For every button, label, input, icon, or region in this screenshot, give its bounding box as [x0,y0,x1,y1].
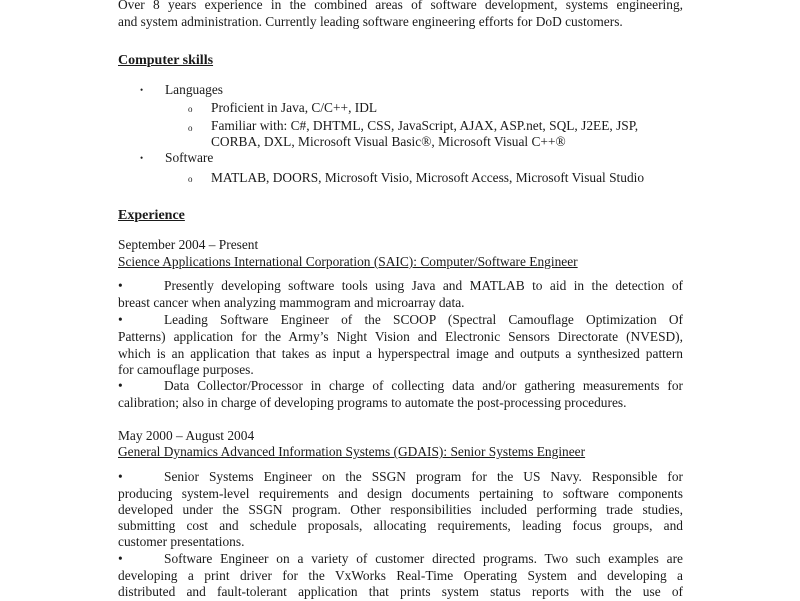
job-bullet-line: developed under the SSGN program. Other responsibilities included performing trade studies, [118,502,683,517]
job-dates: September 2004 – Present [118,237,259,252]
software-item: MATLAB, DOORS, Microsoft Visio, Microsoft Access, Microsoft Visual Studio [211,170,645,185]
bullet-dot: • [118,469,123,484]
languages-bullet: • [140,85,144,95]
job-bullet-line: for camouflage purposes. [118,362,254,377]
language-item: Familiar with: C#, DHTML, CSS, JavaScript, AJAX, ASP.net, SQL, J2EE, JSP, [211,118,639,133]
job-bullet-line: • Data Collector/Processor in charge of collecting data and/or gathering measurements for [118,378,683,393]
bullet-dot: • [118,278,123,293]
sub-bullet: o [188,104,193,114]
sub-bullet: o [188,123,193,133]
computer-skills-heading: Computer skills [118,53,214,68]
job-bullet-line: • Senior Systems Engineer on the SSGN program for the US Navy. Responsible for [118,469,683,484]
experience-heading: Experience [118,208,185,223]
job-bullet-line: breast cancer when analyzing mammogram and microarray data. [118,295,465,310]
job-bullet-line: • Presently developing software tools using Java and MATLAB to aid in the detection of [118,278,683,293]
bullet-dot: • [118,378,123,393]
job-bullet-line: • Software Engineer on a variety of customer directed programs. Two such examples are [118,551,683,566]
job-bullet-line: submitting cost and schedule proposals, allocating requirements, leading focus groups, and [118,518,683,533]
software-bullet: • [140,153,144,163]
job-title: Science Applications International Corporation (SAIC): Computer/Software Engineer [118,254,578,269]
summary-line-1: Over 8 years experience in the combined areas of software development, systems engineering, [118,0,683,12]
job-bullet-line: developing a print driver for the VxWorks Real-Time Operating System and developing a [118,568,683,583]
job-bullet-line: distributed and fault-tolerant application that prints system status reports with the use of [118,584,683,599]
bullet-dot: • [118,312,123,327]
job-bullet-line: • Leading Software Engineer of the SCOOP (Spectral Camouflage Optimization Of [118,312,683,327]
bullet-dot: • [118,551,123,566]
job-title: General Dynamics Advanced Information Systems (GDAIS): Senior Systems Engineer [118,444,586,459]
language-item: Proficient in Java, C/C++, IDL [211,100,378,115]
job-bullet-line: Patterns) application for the Army’s Night Vision and Electronic Sensors Directorate (NVESD), [118,329,683,344]
job-dates: May 2000 – August 2004 [118,428,255,443]
sub-bullet: o [188,174,193,184]
job-bullet-line: which is an application that takes as input a hyperspectral image and outputs a synthesized pattern [118,346,683,361]
languages-label: Languages [165,82,224,97]
job-bullet-line: customer presentations. [118,534,245,549]
language-item-continued: CORBA, DXL, Microsoft Visual Basic®, Microsoft Visual C++® [211,134,566,149]
summary-line-2: and system administration. Currently leading software engineering efforts for DoD customers. [118,14,623,29]
job-bullet-line: calibration; also in charge of developing programs to automate the post-processing procedures. [118,395,627,410]
job-bullet-line: producing system-level requirements and design documents pertaining to software components [118,486,683,501]
software-label: Software [165,150,214,165]
